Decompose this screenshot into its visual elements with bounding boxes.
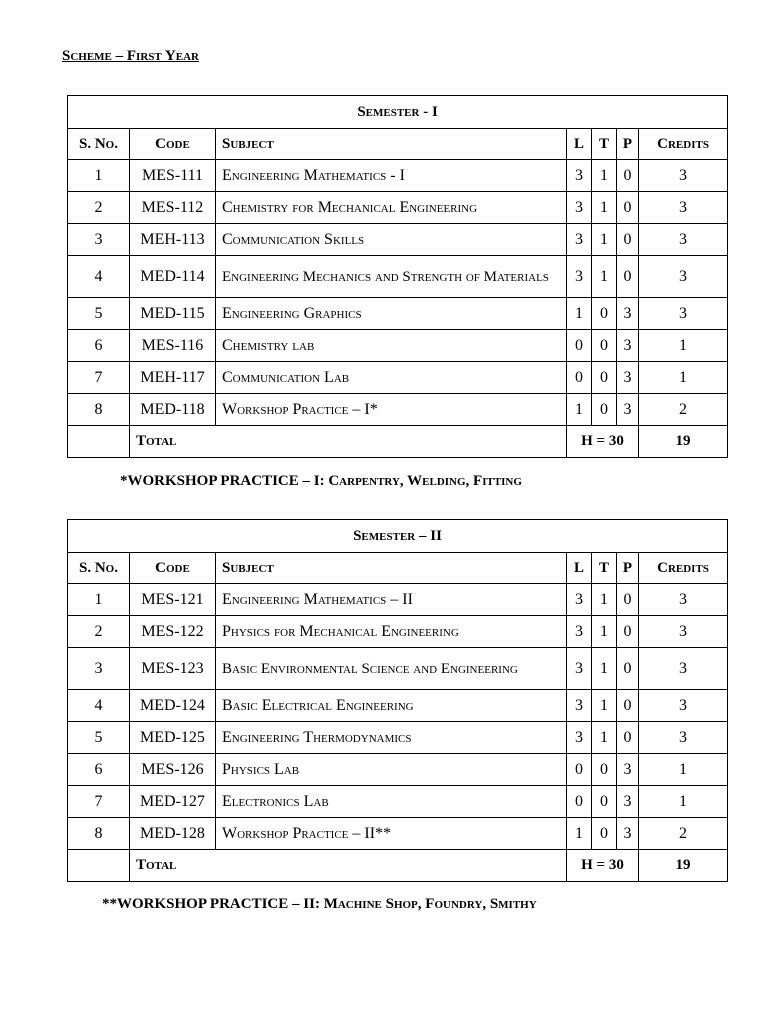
subject-cell: Engineering Graphics — [216, 298, 567, 330]
p-cell: 3 — [617, 362, 639, 394]
code-cell: MES-122 — [130, 616, 216, 648]
code-cell: MES-116 — [130, 330, 216, 362]
l-cell: 1 — [567, 818, 592, 850]
l-cell: 3 — [567, 160, 592, 192]
code-cell: MED-118 — [130, 394, 216, 426]
subject-cell: Basic Environmental Science and Engineering — [216, 648, 567, 690]
table-row — [68, 394, 728, 426]
credits-cell: 1 — [639, 362, 728, 394]
total-hours: H = 30 — [567, 850, 639, 882]
l-cell: 0 — [567, 330, 592, 362]
credits-cell: 1 — [639, 754, 728, 786]
code-cell: MED-127 — [130, 786, 216, 818]
p-cell: 0 — [617, 584, 639, 616]
sno-cell: 1 — [68, 160, 130, 192]
sno-cell: 6 — [68, 754, 130, 786]
table-row — [68, 330, 728, 362]
sno-cell: 3 — [68, 224, 130, 256]
l-cell: 3 — [567, 224, 592, 256]
code-cell: MES-123 — [130, 648, 216, 690]
subject-cell: Physics for Mechanical Engineering — [216, 616, 567, 648]
t-cell: 1 — [592, 722, 617, 754]
code-cell: MED-124 — [130, 690, 216, 722]
column-header-credits: Credits — [639, 553, 728, 584]
code-cell: MED-115 — [130, 298, 216, 330]
subject-cell: Communication Lab — [216, 362, 567, 394]
total-credits: 19 — [639, 426, 728, 458]
subject-cell: Workshop Practice – II** — [216, 818, 567, 850]
table-row — [68, 722, 728, 754]
table-row — [68, 362, 728, 394]
p-cell: 0 — [617, 648, 639, 690]
t-cell: 1 — [592, 224, 617, 256]
column-header-t: T — [592, 553, 617, 584]
sno-cell: 4 — [68, 690, 130, 722]
column-header-p: P — [617, 129, 639, 160]
t-cell: 0 — [592, 362, 617, 394]
t-cell: 1 — [592, 192, 617, 224]
workshop-2-note: **WORKSHOP PRACTICE – II: Machine Shop, Foundry, Smithy — [102, 896, 537, 912]
subject-cell: Engineering Thermodynamics — [216, 722, 567, 754]
subject-cell: Basic Electrical Engineering — [216, 690, 567, 722]
table-row — [68, 192, 728, 224]
code-cell: MEH-113 — [130, 224, 216, 256]
p-cell: 3 — [617, 394, 639, 426]
total-hours: H = 30 — [567, 426, 639, 458]
p-cell: 3 — [617, 298, 639, 330]
column-header-l: L — [567, 553, 592, 584]
t-cell: 0 — [592, 330, 617, 362]
total-credits: 19 — [639, 850, 728, 882]
sno-cell: 8 — [68, 818, 130, 850]
column-header-code: Code — [130, 129, 216, 160]
credits-cell: 1 — [639, 786, 728, 818]
table-row — [68, 160, 728, 192]
credits-cell: 1 — [639, 330, 728, 362]
column-header-subject: Subject — [216, 553, 567, 584]
column-header-p: P — [617, 553, 639, 584]
p-cell: 3 — [617, 330, 639, 362]
l-cell: 3 — [567, 722, 592, 754]
l-cell: 1 — [567, 394, 592, 426]
credits-cell: 3 — [639, 160, 728, 192]
p-cell: 3 — [617, 818, 639, 850]
column-header-t: T — [592, 129, 617, 160]
t-cell: 1 — [592, 648, 617, 690]
t-cell: 1 — [592, 616, 617, 648]
credits-cell: 3 — [639, 616, 728, 648]
p-cell: 0 — [617, 722, 639, 754]
sno-cell: 1 — [68, 584, 130, 616]
subject-cell: Workshop Practice – I* — [216, 394, 567, 426]
p-cell: 3 — [617, 786, 639, 818]
credits-cell: 3 — [639, 584, 728, 616]
credits-cell: 3 — [639, 648, 728, 690]
page-heading: Scheme – First Year — [62, 48, 199, 64]
table-row — [68, 616, 728, 648]
code-cell: MED-114 — [130, 256, 216, 298]
subject-cell: Engineering Mathematics – II — [216, 584, 567, 616]
code-cell: MES-126 — [130, 754, 216, 786]
t-cell: 1 — [592, 160, 617, 192]
code-cell: MES-112 — [130, 192, 216, 224]
code-cell: MEH-117 — [130, 362, 216, 394]
p-cell: 0 — [617, 192, 639, 224]
subject-cell: Engineering Mathematics - I — [216, 160, 567, 192]
total-row — [68, 426, 728, 458]
code-cell: MED-128 — [130, 818, 216, 850]
column-header-sno: S. No. — [68, 553, 130, 584]
semester-1-title: Semester - I — [68, 96, 728, 129]
sno-cell: 7 — [68, 362, 130, 394]
subject-cell: Chemistry for Mechanical Engineering — [216, 192, 567, 224]
t-cell: 0 — [592, 298, 617, 330]
credits-cell: 2 — [639, 394, 728, 426]
semester-1-table — [67, 95, 728, 458]
semester-2-table — [67, 519, 728, 882]
sno-cell: 2 — [68, 192, 130, 224]
t-cell: 0 — [592, 394, 617, 426]
l-cell: 3 — [567, 256, 592, 298]
sno-cell: 5 — [68, 298, 130, 330]
l-cell: 3 — [567, 192, 592, 224]
credits-cell: 2 — [639, 818, 728, 850]
table-row — [68, 224, 728, 256]
l-cell: 3 — [567, 616, 592, 648]
t-cell: 1 — [592, 584, 617, 616]
p-cell: 0 — [617, 256, 639, 298]
table-row — [68, 648, 728, 690]
table-row — [68, 818, 728, 850]
t-cell: 0 — [592, 818, 617, 850]
sno-cell: 4 — [68, 256, 130, 298]
total-empty-cell — [68, 850, 130, 882]
l-cell: 3 — [567, 584, 592, 616]
p-cell: 0 — [617, 616, 639, 648]
code-cell: MED-125 — [130, 722, 216, 754]
credits-cell: 3 — [639, 722, 728, 754]
total-label: Total — [130, 426, 567, 458]
column-header-l: L — [567, 129, 592, 160]
table-row — [68, 256, 728, 298]
l-cell: 3 — [567, 690, 592, 722]
subject-cell: Engineering Mechanics and Strength of Materials — [216, 256, 567, 298]
sno-cell: 2 — [68, 616, 130, 648]
p-cell: 0 — [617, 690, 639, 722]
sno-cell: 3 — [68, 648, 130, 690]
total-label: Total — [130, 850, 567, 882]
workshop-1-note: *WORKSHOP PRACTICE – I: Carpentry, Welding, Fitting — [120, 473, 522, 489]
t-cell: 0 — [592, 754, 617, 786]
l-cell: 3 — [567, 648, 592, 690]
subject-cell: Chemistry lab — [216, 330, 567, 362]
t-cell: 1 — [592, 256, 617, 298]
table-row — [68, 690, 728, 722]
semester-2-title: Semester – II — [68, 520, 728, 553]
subject-cell: Physics Lab — [216, 754, 567, 786]
column-header-subject: Subject — [216, 129, 567, 160]
t-cell: 0 — [592, 786, 617, 818]
code-cell: MES-111 — [130, 160, 216, 192]
l-cell: 0 — [567, 754, 592, 786]
l-cell: 0 — [567, 362, 592, 394]
credits-cell: 3 — [639, 690, 728, 722]
l-cell: 1 — [567, 298, 592, 330]
credits-cell: 3 — [639, 256, 728, 298]
sno-cell: 8 — [68, 394, 130, 426]
t-cell: 1 — [592, 690, 617, 722]
subject-cell: Communication Skills — [216, 224, 567, 256]
column-header-code: Code — [130, 553, 216, 584]
p-cell: 3 — [617, 754, 639, 786]
table-row — [68, 754, 728, 786]
table-row — [68, 298, 728, 330]
table-row — [68, 584, 728, 616]
total-row — [68, 850, 728, 882]
column-header-sno: S. No. — [68, 129, 130, 160]
sno-cell: 7 — [68, 786, 130, 818]
table-row — [68, 786, 728, 818]
total-empty-cell — [68, 426, 130, 458]
code-cell: MES-121 — [130, 584, 216, 616]
column-header-credits: Credits — [639, 129, 728, 160]
sno-cell: 5 — [68, 722, 130, 754]
p-cell: 0 — [617, 160, 639, 192]
sno-cell: 6 — [68, 330, 130, 362]
l-cell: 0 — [567, 786, 592, 818]
subject-cell: Electronics Lab — [216, 786, 567, 818]
credits-cell: 3 — [639, 224, 728, 256]
credits-cell: 3 — [639, 192, 728, 224]
credits-cell: 3 — [639, 298, 728, 330]
p-cell: 0 — [617, 224, 639, 256]
